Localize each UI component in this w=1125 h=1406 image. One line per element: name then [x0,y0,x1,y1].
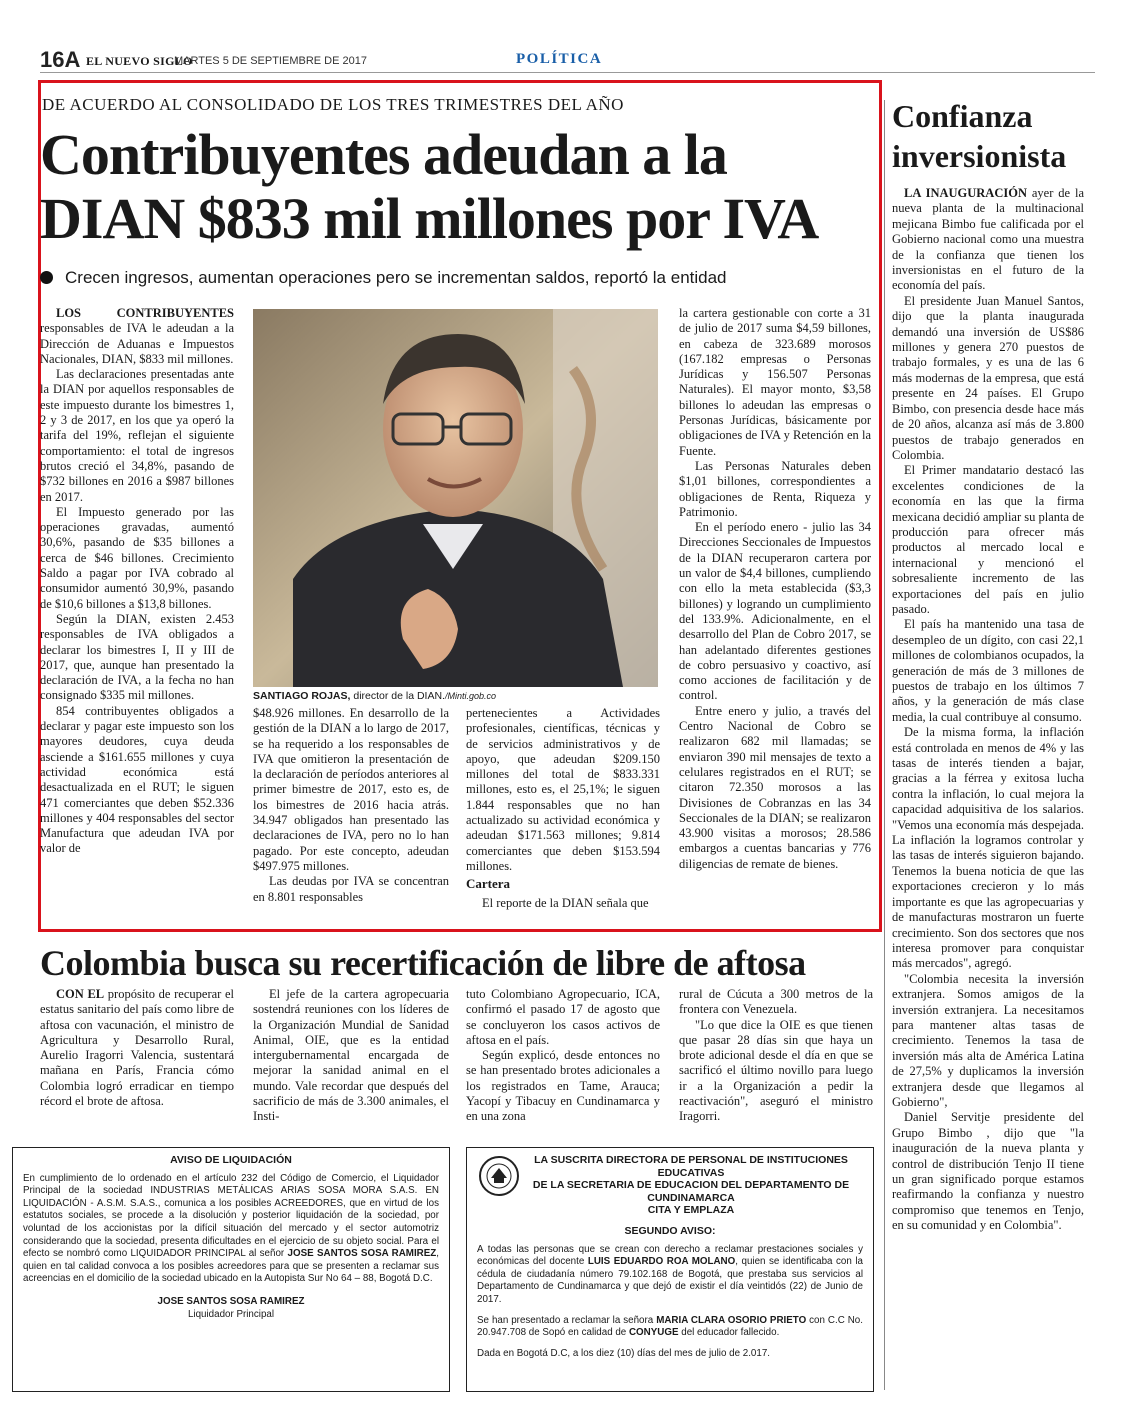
notice-body [477,1244,863,1307]
notice-signature: JOSE SANTOS SOSA RAMIREZ [157,1295,305,1307]
caption-name: SANTIAGO ROJAS, [253,690,351,702]
paragraph: pertenecientes a Actividades profesionales, científicas, técnicas y de servicios administrativos y de apoyo, que adeudan $209.150 millones del total de $833.331 millones, esto es, el 25,1%; le siguen 1.844 responsables que no han actualizado su actividad económica y adeudan $171.563 millones; 9.814 comerciantes que deben $153.594 millones. [466,706,660,873]
notice-title: DE LA SECRETARIA DE EDUCACION DEL DEPARTAMENTO DE [532,1179,850,1192]
lead-in: CON EL [56,987,105,1001]
second-column-4 [679,987,873,1125]
notice-text: del educador fallecido. [678,1327,780,1339]
main-column-1 [40,306,234,857]
caption-text: director de la DIAN. [350,690,445,702]
notice-date: Dada en Bogotá D.C, a los diez (10) días del mes de julio de 2.017. [477,1347,770,1359]
paragraph: Las Personas Naturales deben $1,01 billones, correspondientes a obligaciones de Renta, Riqueza y Patrimonio. [679,458,871,519]
photo-credit: /Minti.gob.co [444,691,497,701]
subhead: Cartera [466,876,511,892]
paragraph: rural de Cúcuta a 300 metros de la frontera con Venezuela. [679,987,873,1017]
notice-role: CONYUGE [628,1327,679,1339]
side-column [892,186,1084,1234]
notice-role: Liquidador Principal [187,1308,275,1320]
paragraph: El Impuesto generado por las operaciones gravadas, aumentó 30,6%, pasando de $35 billones a cerca de $46 billones. Crecimiento Saldo a pagar por IVA cobrado al consumidor aumentó 30,9%, pasando de $10,6 billones a $13,8 billones. [40,504,234,611]
notice-text: con C.C No. 20.947.708 de Sopó en calidad de [477,1314,863,1339]
paragraph: la cartera gestionable con corte a 31 de julio de 2017 suma $4,59 billones, en cabeza de 323.689 morosos (167.182 empresas o Personas Jurídicas y 156.507 Personas Naturales). El mayor monto, $3,58 billones lo adeudan las empresas o Personas Jurídicas, básicamente por obligaciones de IVA y Retención en la Fuente. [679,306,871,458]
bullet-icon [40,271,53,284]
main-deck [40,268,860,288]
photo-illustration [253,309,658,687]
notice-text: A todas las personas que se crean con derecho a reclamar prestaciones sociales y económicas del docente [477,1243,863,1268]
lead-in: LA INAUGURACIÓN [904,186,1027,200]
paragraph: El presidente Juan Manuel Santos, dijo que la planta inaugurada demandó una inversión de US$86 millones y genera 270 puestos de trabajo formales, y es una de las 6 más modernas de la empresa, que está presente en 24 países. El Grupo Bimbo, con presencia desde hace más de 20 años, alcanza así más de 3.800 puestos de trabajo generados en Colombia. [892,293,1084,462]
paragraph: ayer de la nueva planta de la multinacional mejicana Bimbo fue calificada por el Gobierno nacional como una muestra de la confianza que tienen los inversionistas en el futuro de la economía del país. [892,186,1084,293]
paragraph: $48.926 millones. En desarrollo de la gestión de la DIAN a lo largo de 2017, se ha requerido a los responsables de IVA que omitieron la presentación de la declaración de períodos anteriores al primer bimestre de 2017, esto es, de los bimestres de 2016 hacia atrás. 34.947 obligados han presentado las declaraciones de IVA, pero no lo han pagado. Por este concepto, adeudan $497.975 millones. [253,706,449,873]
notice-name: LUIS EDUARDO ROA MOLANO [587,1256,736,1268]
notice-body [23,1173,439,1286]
paragraph: propósito de recuperar el estatus sanitario del país como libre de aftosa con vacunación, el ministro de Agricultura y Desarrollo Rural, Aurelio Iragorri Valencia, sustentará mañana en París, Francia cómo Colombia logró erradicar en tiempo récord el brote de aftosa. [40,987,234,1109]
notice-body [477,1315,863,1340]
paragraph: "Colombia necesita la inversión extranjera. Somos amigos de la inversión extranjera. La necesitamos para mantener altas tasas de crecimiento. Tenemos la tasa de inversión más alta de América Latina de 27,5% y duplicamos la inversión extranjera desde que llegamos al Gobierno", [892,971,1084,1109]
paragraph: 854 contribuyentes obligados a declarar y pagar este impuesto son los mayores deudores, cuya deuda asciende a $161.655 millones y cuya actividad económica está desactualizada en el RUT; le siguen 471 comerciantes que deben $52.336 millones y 404 responsables del sector Manufactura que adeudan IVA por valor de [40,703,234,856]
notice-title: CITA Y EMPLAZA [647,1204,735,1217]
notice-title: LA SUSCRITA DIRECTORA DE PERSONAL DE INSTITUCIONES EDUCATIVAS [534,1154,848,1179]
notice-subtitle: SEGUNDO AVISO: [624,1224,716,1237]
paragraph: El país ha mantenido una tasa de desempleo de un dígito, con casi 22,1 millones de colombianos ocupados, la generación de más de 3 millones de puestos de trabajo en los últimos 7 años, y la generación de más clase media, la cual contribuye al consumo. [892,617,1084,724]
page-number: 16A [40,47,81,72]
seal-icon [481,1158,517,1194]
paragraph: Según explicó, desde entonces no se han presentado brotes adicionales a los registrados en Tame, Arauca; Yacopí y Tibacuy en Cundinamarca y en una zona [466,1048,660,1124]
paragraph: Daniel Servitje presidente del Grupo Bimbo , dijo que "la inauguración de la nueva planta y control de distribución Tenjo II tiene un gran significado porque estamos reafirmando la confianza y nuestro compromiso que tenemos en Tenjo, en su comunidad y en Colombia". [892,1110,1084,1233]
notice-text: , quien en tal calidad convoca a los posibles acreedores para que se presenten a reclamar sus acreencias en el domicilio de la sociedad ubicado en la Autopista Sur No 64 – 88, Bogotá D.C. [23,1248,440,1285]
paragraph: En el período enero - julio las 34 Direcciones Seccionales de Impuestos de la DIAN recuperaron cartera por un valor de $4,4 billones, cumpliendo con ello la meta establecida ($3,3 billones) y logrando un cumplimiento del 133.9%. Adicionalmente, en el desarrollo del Plan de Cobro 2017, se han adelantado diferentes gestiones de cobro persuasivo y coactivo, así como acciones de facilitación y de control. [679,520,871,703]
main-deck-text: Crecen ingresos, aumentan operaciones pero se incrementan saldos, reportó la entidad [65,268,727,287]
notice-title: CUNDINAMARCA [647,1191,735,1204]
notice-text: En cumplimiento de lo ordenado en el artículo 232 del Código de Comercio, el Liquidador Principal de la sociedad INDUSTRIAS METÁLICAS ARIAS SOSA MORA S.A.S. EN LIQUIDACIÓN - A.S.M. S.A.S., comunica a los posibles ACREEDORES, que en virtud de los estatutos sociales, se procede a la disolución y posterior liquidación de la sociedad, por voluntad de los accionistas por la difícil situación del mercado y el sector automotriz considerando que la sociedad, presenta dificultades en el ejercicio de su objeto social. Para el efecto se nombró como LIQUIDADOR PRINCIPAL al señor [23,1172,439,1260]
paragraph: Las deudas por IVA se concentran en 8.801 responsables [253,874,449,904]
second-column-1 [40,987,234,1109]
main-kicker: DE ACUERDO AL CONSOLIDADO DE LOS TRES TRIMESTRES DEL AÑO [42,95,624,114]
paragraph: Según la DIAN, existen 2.453 responsables de IVA obligados a declarar los bimestres I, II y III de 2017, que, aunque han presentado la declaración de IVA, a la fecha no han consignado $335 mil millones. [40,611,234,703]
issue-date: MARTES 5 DE SEPTIEMBRE DE 2017 [174,55,367,67]
main-column-3 [466,706,660,911]
second-headline: Colombia busca su recertificación de libre de aftosa [40,943,806,983]
notice-title: AVISO DE LIQUIDACIÓN [170,1154,292,1166]
photo-caption [253,690,658,702]
notice-name: JOSE SANTOS SOSA RAMIREZ [287,1248,437,1260]
main-headline: Contribuyentes adeudan a la DIAN $833 mil millones por IVA [40,122,819,251]
second-column-2 [253,987,449,1125]
paragraph: responsables de IVA le adeudan a la Dirección de Aduanas e Impuestos Nacionales, DIAN, $833 mil millones. [40,321,234,366]
paragraph: El jefe de la cartera agropecuaria sostendrá reuniones con los líderes de la Organización Mundial de Sanidad Animal, OIE, que es la entidad intergubernamental encargada de mejorar la sanidad animal en el mundo. Vale recordar que después del sacrificio de más de 3.300 animales, el Insti- [253,987,449,1124]
portrait-photo [253,309,658,687]
paragraph: Entre enero y julio, a través del Centro Nacional de Cobro se realizaron 682 mil llamadas; se enviaron 390 mil mensajes de texto a celulares registrados en el RUT; se citaron 72.350 morosos a las Divisiones de Cobranzas en las 34 Seccionales de la DIAN; se realizaron 43.900 visitas a morosos; 28.586 embargos a cuentas bancarias y 776 diligencias de remate de bienes. [679,703,871,871]
main-column-2 [253,706,449,905]
notice-text: Se han presentado a reclamar la señora [477,1314,657,1326]
summons-notice [466,1147,874,1392]
paragraph: El Primer mandatario destacó las excelentes condiciones de la economía en las que la firma mexicana decidió ampliar su planta de producción para ofrecer más productos al mercado local e internacional y mencionó el sobresaliente incremento de las exportaciones del país en julio pasado. [892,463,1084,616]
paragraph: Las declaraciones presentadas ante la DIAN por aquellos responsables de este impuesto durante los bimestres 1, 2 y 3 de 2017, en los que ya operó la tarifa del 19%, reflejan el siguiente comportamiento: el total de ingresos brutos creció el 34,8%, pasando de $732 billones en 2016 a $987 billones en 2017. [40,367,234,504]
second-column-3 [466,987,660,1125]
liquidation-notice [12,1147,450,1392]
notice-title-block [467,1148,873,1217]
main-column-4 [679,306,871,872]
notice-text: , quien se identificaba con la cédula de ciudadanía número 79.102.168 de Bogotá, que prestaba sus servicios al Departamento de Cundinamarca y que dejó de existir el día veintidós (22) de Junio de 2017. [477,1256,863,1305]
page-header [40,48,1095,73]
section-name: POLÍTICA [516,51,603,67]
paragraph: De la misma forma, la inflación está controlada en menos de 4% y las tasas de interés tienden a bajar, gracias a la férrea y exitosa lucha contra la inflación, lo cual mejora la capacidad adquisitiva de los salarios. "Vemos una economía más despejada. La inflación la logramos controlar y las tasas de interés siguieron bajando. Tenemos la buena noticia de que las exportaciones crecieron y lo más importante es que las agropecuarias y de manufacturas mostraron un fuerte crecimiento. Son dos sectores que nos interesa promover para conquistar más mercados", agregó. [892,725,1084,971]
lead-in: LOS CONTRIBUYENTES [56,306,234,320]
paragraph: tuto Colombiano Agropecuario, ICA, confirmó el pasado 17 de agosto que se concluyeron los casos activos de aftosa en el país. [466,987,660,1047]
paragraph: "Lo que dice la OIE es que tienen que pasar 28 días sin que haya un brote adicional desde el día en que se sacrificó el último novillo para luego ir a la Organización a pedir la reactivación", aseguró el ministro Iragorri. [679,1017,873,1124]
department-seal-icon [479,1156,519,1196]
newspaper-name: EL NUEVO SIGLO [86,54,193,68]
column-divider [884,100,885,1390]
paragraph: El reporte de la DIAN señala que [482,895,649,910]
side-headline: Confianza inversionista [892,98,1067,174]
notice-name: MARIA CLARA OSORIO PRIETO [656,1314,807,1326]
